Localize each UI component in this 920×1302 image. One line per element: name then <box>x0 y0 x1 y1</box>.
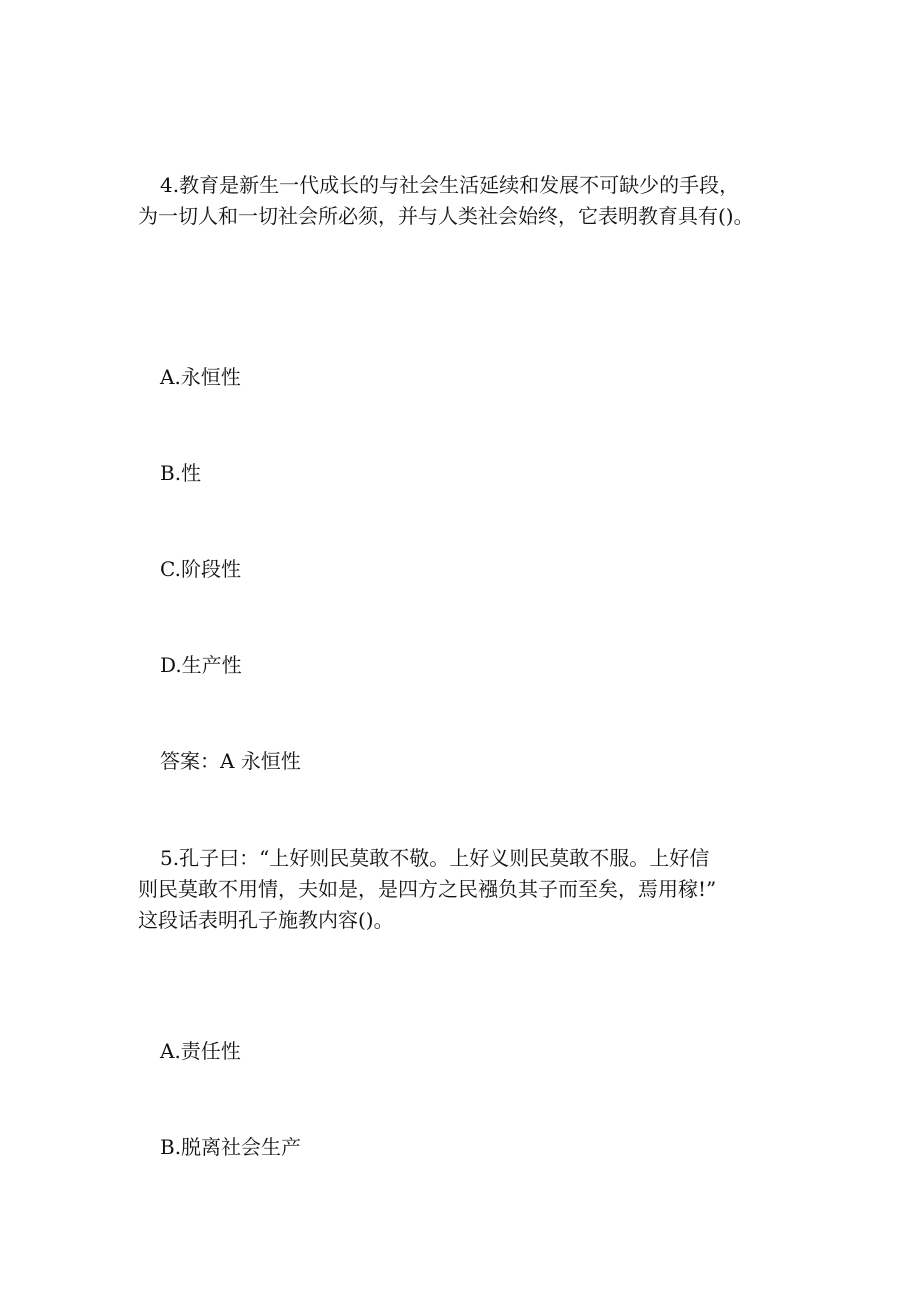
question-4-option-d: D.生产性 <box>160 653 242 677</box>
question-4-stem-line-2: 为一切人和一切社会所必须，并与人类社会始终，它表明教育具有()。 <box>138 204 754 228</box>
question-5-stem <box>138 843 798 936</box>
question-4-stem-line-1: 4.教育是新生一代成长的与社会生活延续和发展不可缺少的手段， <box>160 173 740 197</box>
question-4-option-c: C.阶段性 <box>160 557 241 581</box>
question-4-stem <box>138 170 798 232</box>
question-5-stem-line-1: 5.孔子曰：“上好则民莫敢不敬。上好义则民莫敢不服。上好信 <box>160 846 710 870</box>
question-4-option-b: B.性 <box>160 461 202 485</box>
question-4-answer: 答案：A 永恒性 <box>160 749 301 773</box>
question-5-option-a: A.责任性 <box>160 1039 241 1063</box>
question-4-option-a: A.永恒性 <box>160 365 241 389</box>
question-5-option-b: B.脱离社会生产 <box>160 1135 302 1159</box>
question-5-stem-line-2: 则民莫敢不用情，夫如是，是四方之民襁负其子而至矣，焉用稼!” <box>138 877 717 901</box>
question-5-stem-line-3: 这段话表明孔子施教内容()。 <box>138 908 394 932</box>
